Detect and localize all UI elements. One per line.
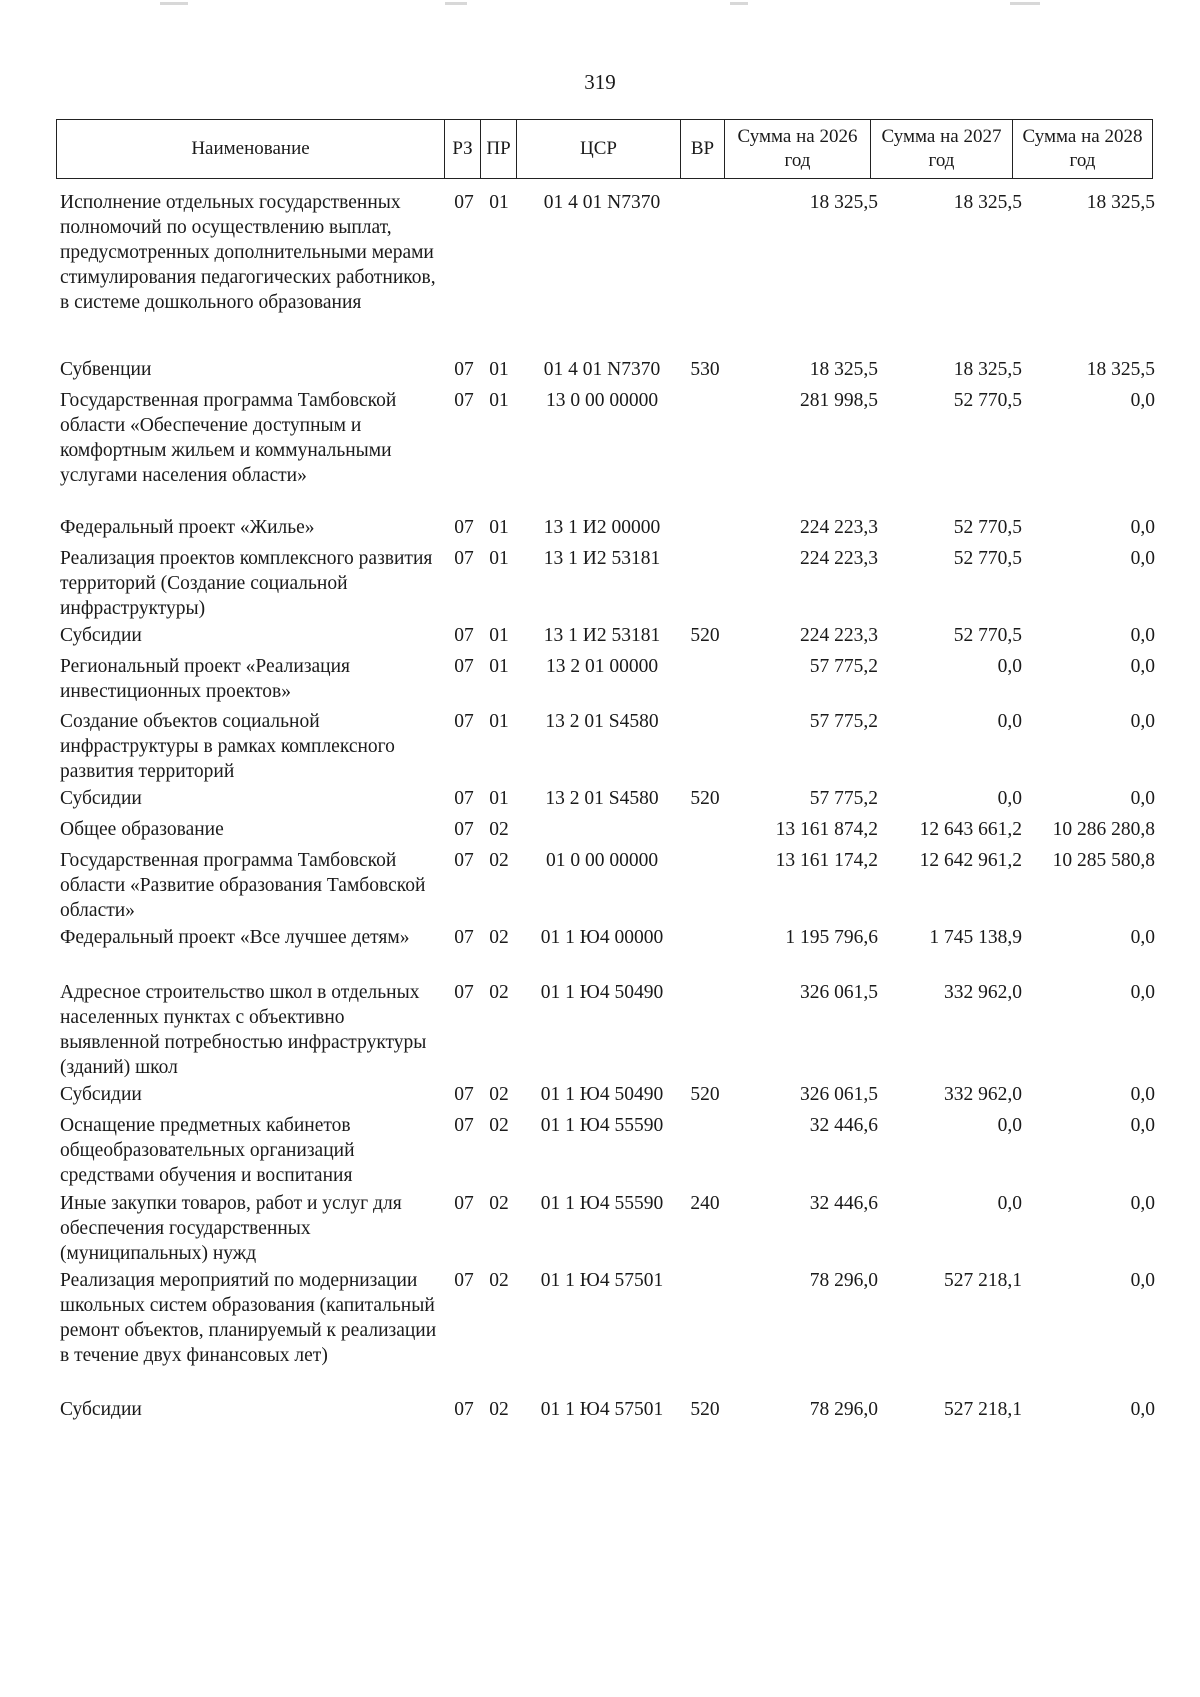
header-vr: ВР [681, 120, 725, 179]
row-s2028: 0,0 [1130, 548, 1155, 569]
row-name: Реализация мероприятий по модернизации школьных систем образования (капитальный ремонт объектов, планируемый к реализации в течение двух финансовых лет) [60, 1270, 437, 1366]
row-vr: 520 [690, 788, 720, 809]
row-csr: 13 1 И2 53181 [543, 625, 661, 646]
row-name: Субсидии [60, 788, 142, 809]
row-rz: 07 [454, 548, 474, 569]
row-csr: 13 2 01 S4580 [545, 788, 659, 809]
row-s2028: 10 285 580,8 [1052, 850, 1155, 871]
row-rz: 07 [454, 517, 474, 538]
row-rz: 07 [454, 390, 474, 411]
row-s2028: 0,0 [1130, 711, 1155, 732]
row-pr: 02 [489, 982, 509, 1003]
row-csr: 13 0 00 00000 [545, 390, 659, 411]
row-csr: 01 1 Ю4 57501 [540, 1399, 664, 1420]
row-pr: 02 [489, 1084, 509, 1105]
budget-table-header [56, 119, 1153, 179]
row-rz: 07 [454, 1084, 474, 1105]
row-s2027: 12 643 661,2 [919, 819, 1022, 840]
row-s2026: 224 223,3 [800, 517, 878, 538]
row-pr: 02 [489, 850, 509, 871]
row-name: Государственная программа Тамбовской области «Обеспечение доступным и комфортным жильем и коммунальными услугами населения области» [60, 390, 397, 486]
scan-artifact [445, 2, 467, 5]
row-s2027: 52 770,5 [953, 548, 1022, 569]
row-pr: 02 [489, 1270, 509, 1291]
row-pr: 02 [489, 1115, 509, 1136]
row-s2028: 10 286 280,8 [1052, 819, 1155, 840]
row-name: Общее образование [60, 819, 224, 840]
row-pr: 01 [489, 548, 509, 569]
row-csr: 01 0 00 00000 [545, 850, 659, 871]
row-s2027: 18 325,5 [953, 192, 1022, 213]
row-vr: 240 [690, 1193, 720, 1214]
row-name: Адресное строительство школ в отдельных населенных пунктах с объективно выявленной потребностью инфраструктуры (зданий) школ [60, 982, 427, 1078]
row-s2028: 18 325,5 [1086, 192, 1155, 213]
row-vr: 520 [690, 625, 720, 646]
row-s2026: 1 195 796,6 [785, 927, 878, 948]
row-vr: 520 [690, 1399, 720, 1420]
row-rz: 07 [454, 656, 474, 677]
row-csr: 13 2 01 00000 [545, 656, 659, 677]
row-pr: 02 [489, 1399, 509, 1420]
row-s2027: 0,0 [997, 1115, 1022, 1136]
row-s2028: 0,0 [1130, 517, 1155, 538]
row-pr: 01 [489, 788, 509, 809]
row-s2026: 224 223,3 [800, 548, 878, 569]
row-rz: 07 [454, 192, 474, 213]
row-csr: 01 1 Ю4 55590 [540, 1193, 664, 1214]
row-s2027: 527 218,1 [944, 1270, 1022, 1291]
row-s2026: 57 775,2 [809, 711, 878, 732]
row-rz: 07 [454, 1115, 474, 1136]
row-name: Исполнение отдельных государственных полномочий по осуществлению выплат, предусмотренных дополнительными мерами стимулирования педагогических работников, в системе дошкольного образования [60, 192, 436, 313]
row-vr: 520 [690, 1084, 720, 1105]
row-s2026: 18 325,5 [809, 192, 878, 213]
row-s2027: 527 218,1 [944, 1399, 1022, 1420]
row-s2027: 52 770,5 [953, 517, 1022, 538]
row-s2028: 0,0 [1130, 656, 1155, 677]
row-s2027: 0,0 [997, 788, 1022, 809]
row-s2026: 57 775,2 [809, 656, 878, 677]
row-rz: 07 [454, 711, 474, 732]
row-s2027: 12 642 961,2 [919, 850, 1022, 871]
page-number: 319 [584, 70, 616, 94]
row-rz: 07 [454, 819, 474, 840]
row-s2026: 224 223,3 [800, 625, 878, 646]
header-rz: РЗ [445, 120, 481, 179]
row-rz: 07 [454, 625, 474, 646]
scan-artifact [730, 2, 748, 5]
row-s2028: 0,0 [1130, 1193, 1155, 1214]
row-rz: 07 [454, 1399, 474, 1420]
row-vr: 530 [690, 359, 720, 380]
row-s2026: 78 296,0 [809, 1399, 878, 1420]
row-csr: 13 2 01 S4580 [545, 711, 659, 732]
row-csr: 13 1 И2 53181 [543, 548, 661, 569]
header-sum-2028: Сумма на 2028 год [1013, 120, 1153, 179]
row-s2028: 0,0 [1130, 625, 1155, 646]
row-s2026: 18 325,5 [809, 359, 878, 380]
row-pr: 02 [489, 1193, 509, 1214]
row-rz: 07 [454, 982, 474, 1003]
row-s2028: 0,0 [1130, 1270, 1155, 1291]
row-s2027: 0,0 [997, 656, 1022, 677]
row-s2027: 52 770,5 [953, 390, 1022, 411]
scan-artifact [1010, 2, 1040, 5]
row-csr: 13 1 И2 00000 [543, 517, 661, 538]
row-pr: 01 [489, 359, 509, 380]
row-s2027: 0,0 [997, 1193, 1022, 1214]
row-s2026: 78 296,0 [809, 1270, 878, 1291]
row-name: Государственная программа Тамбовской области «Развитие образования Тамбовской области» [60, 850, 426, 921]
header-csr: ЦСР [517, 120, 681, 179]
row-s2028: 0,0 [1130, 1115, 1155, 1136]
row-rz: 07 [454, 1193, 474, 1214]
row-rz: 07 [454, 788, 474, 809]
row-csr: 01 4 01 N7370 [543, 359, 661, 380]
row-s2028: 0,0 [1130, 788, 1155, 809]
row-name: Федеральный проект «Все лучшее детям» [60, 927, 410, 948]
row-s2026: 281 998,5 [800, 390, 878, 411]
row-s2027: 0,0 [997, 711, 1022, 732]
row-csr: 01 1 Ю4 55590 [540, 1115, 664, 1136]
header-pr: ПР [481, 120, 517, 179]
header-name: Наименование [57, 120, 445, 179]
scan-artifact [160, 2, 188, 5]
row-csr: 01 4 01 N7370 [543, 192, 661, 213]
row-name: Оснащение предметных кабинетов общеобразовательных организаций средствами обучения и воспитания [60, 1115, 355, 1186]
row-name: Субсидии [60, 1399, 142, 1420]
row-pr: 02 [489, 819, 509, 840]
row-pr: 01 [489, 517, 509, 538]
row-s2027: 332 962,0 [944, 982, 1022, 1003]
row-s2026: 13 161 874,2 [775, 819, 878, 840]
row-pr: 01 [489, 711, 509, 732]
row-s2027: 332 962,0 [944, 1084, 1022, 1105]
row-s2028: 0,0 [1130, 927, 1155, 948]
row-s2026: 326 061,5 [800, 982, 878, 1003]
header-sum-2027: Сумма на 2027 год [871, 120, 1013, 179]
row-name: Реализация проектов комплексного развития территорий (Создание социальной инфраструктуры) [60, 548, 433, 619]
row-pr: 01 [489, 625, 509, 646]
row-pr: 01 [489, 390, 509, 411]
row-pr: 01 [489, 656, 509, 677]
row-rz: 07 [454, 1270, 474, 1291]
row-csr: 01 1 Ю4 50490 [540, 982, 664, 1003]
row-rz: 07 [454, 359, 474, 380]
row-s2026: 326 061,5 [800, 1084, 878, 1105]
row-rz: 07 [454, 927, 474, 948]
row-name: Субсидии [60, 625, 142, 646]
row-csr: 01 1 Ю4 00000 [540, 927, 664, 948]
row-name: Субсидии [60, 1084, 142, 1105]
row-name: Создание объектов социальной инфраструктуры в рамках комплексного развития территорий [60, 711, 395, 782]
row-s2028: 0,0 [1130, 1399, 1155, 1420]
row-csr: 01 1 Ю4 50490 [540, 1084, 664, 1105]
row-name: Субвенции [60, 359, 152, 380]
row-s2026: 32 446,6 [809, 1193, 878, 1214]
row-s2028: 18 325,5 [1086, 359, 1155, 380]
row-name: Региональный проект «Реализация инвестиционных проектов» [60, 656, 351, 702]
row-rz: 07 [454, 850, 474, 871]
row-name: Иные закупки товаров, работ и услуг для обеспечения государственных (муниципальных) нужд [60, 1193, 402, 1264]
row-s2026: 32 446,6 [809, 1115, 878, 1136]
row-s2026: 13 161 174,2 [775, 850, 878, 871]
row-s2026: 57 775,2 [809, 788, 878, 809]
row-csr: 01 1 Ю4 57501 [540, 1270, 664, 1291]
row-s2028: 0,0 [1130, 390, 1155, 411]
header-sum-2026: Сумма на 2026 год [725, 120, 871, 179]
row-s2027: 18 325,5 [953, 359, 1022, 380]
row-s2027: 52 770,5 [953, 625, 1022, 646]
row-pr: 01 [489, 192, 509, 213]
row-name: Федеральный проект «Жилье» [60, 517, 315, 538]
row-s2028: 0,0 [1130, 982, 1155, 1003]
row-s2028: 0,0 [1130, 1084, 1155, 1105]
row-pr: 02 [489, 927, 509, 948]
row-s2027: 1 745 138,9 [929, 927, 1022, 948]
